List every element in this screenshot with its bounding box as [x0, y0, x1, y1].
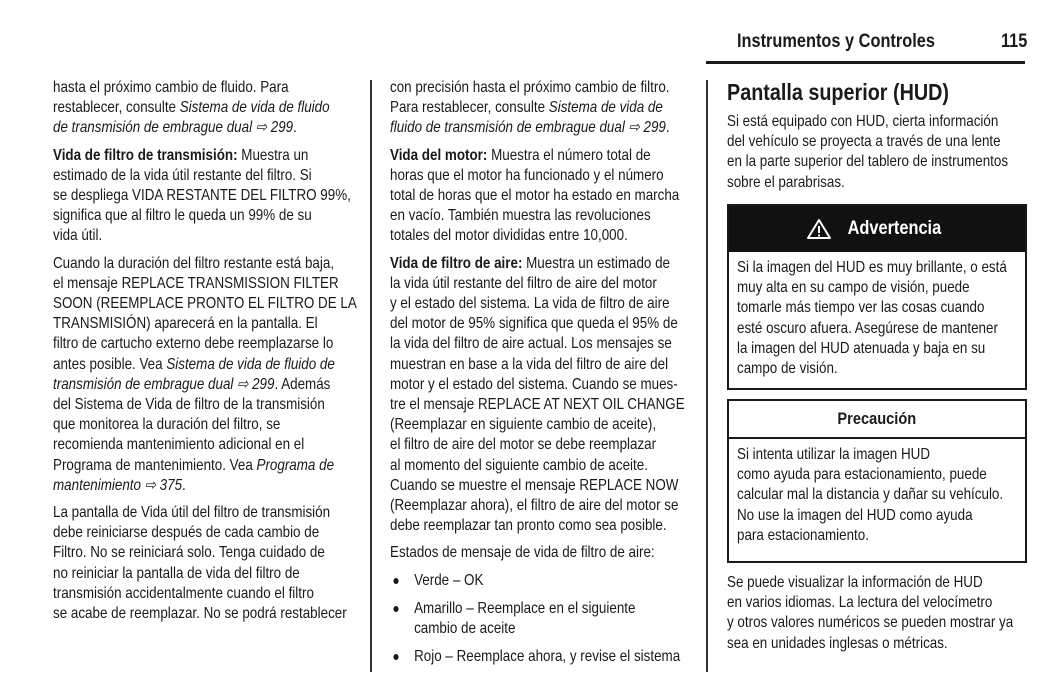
text-line: TRANSMISIÓN) aparecerá en la pantalla. El	[53, 315, 318, 333]
hud-outro	[727, 573, 1027, 654]
text-line: del vehículo se proyecta a través de una lente	[727, 133, 1001, 151]
text-line: el filtro de aire del motor se debe reemplazar	[390, 436, 657, 454]
paragraph	[390, 543, 655, 563]
list-item	[390, 571, 648, 591]
column-1	[53, 78, 358, 631]
text-line: que monitorea la duración del filtro, se	[53, 416, 281, 434]
text-line: recomienda mantenimiento adicional en el	[53, 436, 305, 454]
text-line: con precisión hasta el próximo cambio de filtro.	[390, 79, 670, 96]
text-line: vida útil.	[53, 227, 103, 245]
text-line: en vacío. También muestra las revoluciones	[390, 207, 651, 225]
text-line	[53, 456, 335, 476]
text-line: total de horas que el motor ha estado en marcha	[390, 187, 680, 205]
text-run: .	[293, 119, 297, 137]
text-line: Si intenta utilizar la imagen HUD	[737, 446, 931, 463]
paragraph	[53, 254, 357, 496]
text-line: calcular mal la distancia y dañar su vehículo.	[737, 486, 1004, 504]
text-run: . Además	[274, 375, 331, 393]
warning-title: Advertencia	[847, 218, 941, 239]
text-line: esté oscuro afuera. Asegúrese de mantener	[737, 319, 998, 337]
cross-reference[interactable]: mantenimiento ⇨ 375	[53, 476, 183, 494]
text-line: no reiniciar la pantalla de vida del filtro de	[53, 564, 300, 582]
warning-header	[729, 206, 1025, 252]
text-line: La pantalla de Vida útil del filtro de transmisión	[53, 504, 331, 522]
warning-text	[737, 258, 1007, 379]
heading-text: Pantalla superior (HUD)	[727, 79, 950, 105]
cross-reference[interactable]: Sistema de vida de fluido de	[166, 355, 335, 373]
text-line: sea en unidades inglesas o métricas.	[727, 634, 948, 652]
text-line: Rojo – Reemplace ahora, y revise el sistema	[414, 648, 681, 666]
cross-reference[interactable]: Sistema de vida de	[548, 99, 663, 117]
cross-reference[interactable]: Programa de	[256, 456, 335, 474]
text-line: hasta el próximo cambio de fluido. Para	[53, 79, 289, 96]
text-line: tomarle más tiempo ver las cosas cuando	[737, 299, 985, 317]
text-line	[53, 476, 315, 496]
text-line: como ayuda para estacionamiento, puede	[737, 466, 987, 484]
text-line: No use la imagen del HUD como ayuda	[737, 506, 973, 524]
hud-intro	[727, 112, 1009, 193]
text-line: debe reiniciarse después de cada cambio de	[53, 524, 320, 542]
text-line	[53, 146, 315, 166]
text-run: antes posible. Vea	[53, 355, 167, 373]
bullet-icon	[393, 654, 398, 660]
text-line: SOON (REEMPLACE PRONTO EL FILTRO DE LA	[53, 295, 357, 313]
term-label: Vida del motor:	[390, 146, 488, 164]
text-run: .	[182, 476, 186, 494]
text-line	[53, 98, 330, 118]
cross-reference[interactable]: fluido de transmisión de embrague dual ⇨ 299	[390, 119, 666, 137]
text-line: Verde – OK	[414, 571, 484, 589]
warning-box	[727, 204, 1027, 390]
term-label: Vida de filtro de aire:	[390, 254, 523, 272]
header-rule	[706, 61, 1025, 64]
text-line: la imagen del HUD atenuada y baja en su	[737, 339, 986, 357]
text-line	[390, 118, 670, 138]
text-line: (Reemplazar ahora), el filtro de aire del motor se	[390, 497, 679, 515]
paragraph	[53, 146, 351, 247]
text-line: la vida útil restante del filtro de aire del motor	[390, 274, 657, 292]
column-2	[390, 78, 690, 675]
section-heading	[727, 78, 1027, 106]
cross-reference[interactable]: transmisión de embrague dual ⇨ 299	[53, 375, 275, 393]
caution-text	[737, 445, 1004, 546]
text-line: el mensaje REPLACE TRANSMISSION FILTER	[53, 274, 339, 292]
text-line: Si la imagen del HUD es muy brillante, o está	[737, 259, 1007, 276]
text-line: Filtro. No se reiniciará solo. Tenga cuidado de	[53, 544, 325, 562]
cross-reference[interactable]: de transmisión de embrague dual ⇨ 299	[53, 119, 294, 137]
section-title: Instrumentos y Controles	[737, 31, 935, 52]
text-line: debe reemplazar tan pronto como sea posible.	[390, 517, 667, 535]
caution-box	[727, 399, 1027, 563]
text-line: muestran en base a la vida del filtro de aire del	[390, 355, 669, 373]
list-item	[390, 647, 681, 667]
text-line	[53, 355, 335, 375]
text-line: significa que al filtro le queda un 99% de su	[53, 207, 312, 225]
text-line: del motor de 95% significa que queda el 95% de	[390, 315, 678, 333]
text-line: Se puede visualizar la información de HUD	[727, 574, 983, 591]
text-line	[390, 98, 663, 118]
text-line: estimado de la vida útil restante del filtro. Si	[53, 166, 312, 184]
text-line: se acabe de reemplazar. No se podrá restablecer	[53, 605, 347, 623]
hud-outro-text	[727, 573, 1014, 654]
text-line: (Reemplazar en siguiente cambio de aceite),	[390, 416, 657, 434]
text-run: restablecer, consulte	[53, 99, 180, 117]
caution-title: Precaución	[837, 409, 917, 428]
text-line: motor y el estado del sistema. Cuando se mues-	[390, 375, 678, 393]
warning-triangle-icon	[806, 218, 832, 240]
text-line: tre el mensaje REPLACE AT NEXT OIL CHANGE	[390, 396, 685, 414]
paragraph	[390, 146, 680, 247]
paragraph	[53, 78, 330, 139]
term-label: Vida de filtro de transmisión:	[53, 146, 238, 164]
paragraph	[390, 78, 670, 139]
text-line: del Sistema de Vida de filtro de la transmisión	[53, 396, 325, 414]
text-line: para estacionamiento.	[737, 526, 869, 544]
text-run: Programa de mantenimiento. Vea	[53, 456, 257, 474]
text-line: transmisión accidentalmente cuando el filtro	[53, 584, 314, 602]
text-line: se despliega VIDA RESTANTE DEL FILTRO 99%,	[53, 187, 351, 205]
cross-reference[interactable]: Sistema de vida de fluido	[179, 99, 330, 117]
text-line	[390, 146, 651, 166]
text-line: en varios idiomas. La lectura del velocímetro	[727, 594, 993, 612]
text-run: Muestra un	[237, 146, 309, 164]
column-divider	[706, 80, 708, 672]
text-line: horas que el motor ha funcionado y el número	[390, 166, 664, 184]
text-run: .	[665, 119, 670, 137]
text-line	[53, 375, 331, 395]
text-line: sobre el parabrisas.	[727, 173, 845, 191]
text-line: Cuando la duración del filtro restante está baja,	[53, 254, 335, 272]
text-line: Si está equipado con HUD, cierta información	[727, 113, 999, 130]
text-line: en la parte superior del tablero de instrumentos	[727, 153, 1009, 171]
text-run: Muestra un estimado de	[522, 254, 671, 272]
text-line: al momento del siguiente cambio de aceite.	[390, 456, 648, 474]
text-line: la vida del filtro de aire actual. Los mensajes se	[390, 335, 672, 353]
text-line: Cuando se muestre el mensaje REPLACE NOW	[390, 476, 679, 494]
bullet-icon	[393, 606, 398, 612]
column-text	[53, 78, 357, 624]
text-run: Para restablecer, consulte	[390, 99, 549, 117]
text-line	[390, 254, 671, 274]
text-line: totales del motor divididas entre 10,000.	[390, 227, 628, 245]
bullet-icon	[393, 578, 398, 584]
hud-section	[727, 78, 1027, 193]
text-line: muy alta en su campo de visión, puede	[737, 279, 970, 297]
text-line: campo de visión.	[737, 360, 838, 378]
text-line	[53, 118, 315, 138]
page-number: 115	[1001, 31, 1028, 52]
text-line: Amarillo – Reemplace en el siguiente	[414, 599, 636, 617]
column-divider	[370, 80, 372, 672]
text-line: y el estado del sistema. La vida de filtro de aire	[390, 295, 670, 313]
text-line: cambio de aceite	[414, 620, 516, 638]
list-item	[390, 599, 648, 639]
text-line: Estados de mensaje de vida de filtro de aire:	[390, 544, 655, 562]
paragraph	[390, 254, 685, 537]
column-text	[390, 78, 685, 667]
text-line: y otros valores numéricos se pueden mostrar ya	[727, 614, 1014, 632]
caution-header	[729, 401, 1025, 439]
paragraph	[53, 503, 347, 624]
text-run: Muestra el número total de	[487, 146, 651, 164]
text-line: filtro de cartucho externo debe reemplazarse lo	[53, 335, 334, 353]
